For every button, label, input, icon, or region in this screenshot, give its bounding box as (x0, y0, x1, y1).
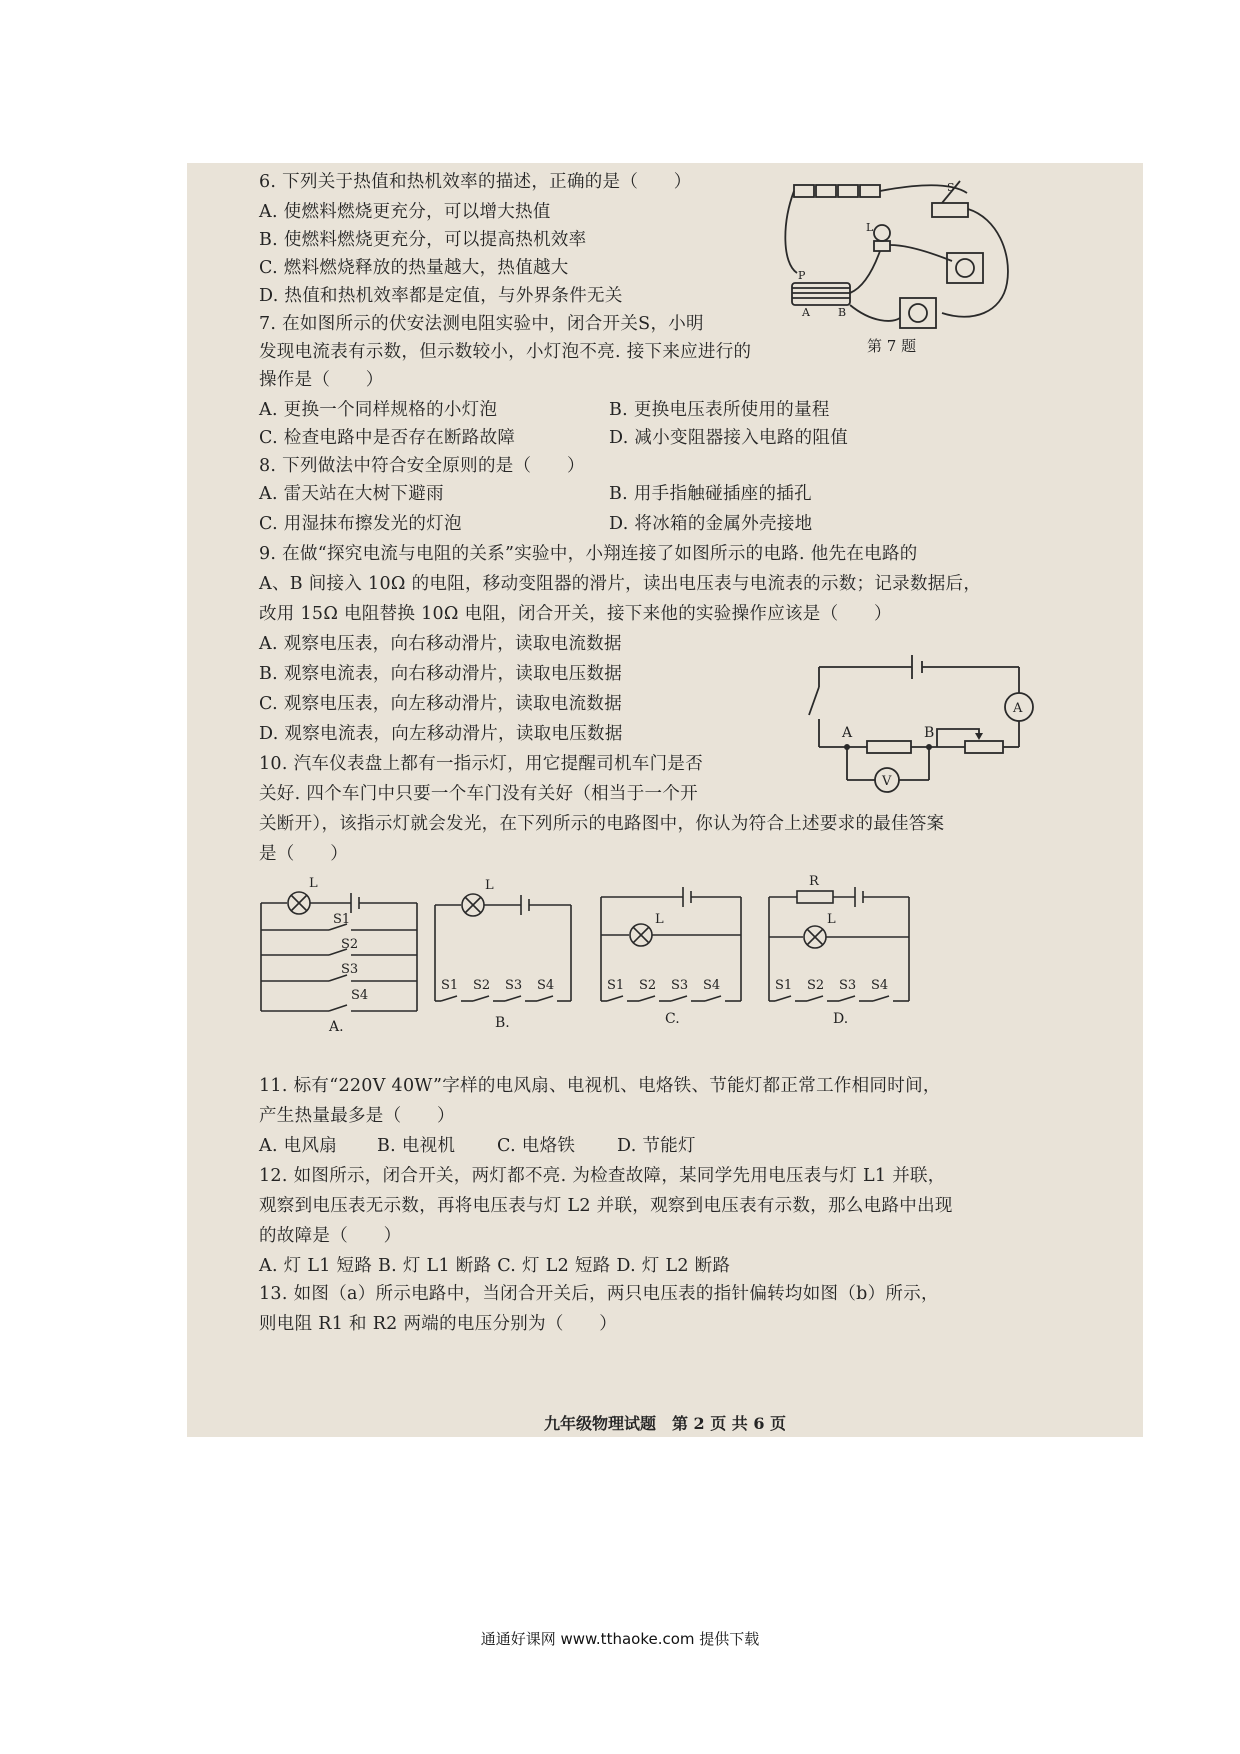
q9-point-a-label: A (842, 725, 853, 741)
q9-stem-2: A、B 间接入 10Ω 的电阻，移动变阻器的滑片，读出电压表与电流表的示数；记录数据后， (259, 574, 982, 594)
q9-option-c: C. 观察电压表，向左移动滑片，读取电流数据 (259, 694, 622, 714)
q10d-switch-4: S4 (871, 978, 889, 993)
q11-option-b: B. 电视机 (377, 1136, 456, 1156)
q10c-caption: C. (665, 1011, 680, 1027)
q10d-lamp-label: L (827, 912, 836, 927)
q10-circuit-d (767, 873, 912, 1033)
q12-options: A. 灯 L1 短路 B. 灯 L1 断路 C. 灯 L2 短路 D. 灯 L2 断路 (259, 1256, 731, 1276)
q10-stem-4: 是（ ） (259, 844, 348, 864)
download-note: 通通好课网 www.tthaoke.com 提供下载 (480, 1630, 760, 1648)
q9-stem-3: 改用 15Ω 电阻替换 10Ω 电阻，闭合开关，接下来他的实验操作应该是（ ） (259, 604, 892, 624)
q6-option-a: A. 使燃料燃烧更充分，可以增大热值 (259, 202, 551, 222)
q10b-switch-2: S2 (473, 978, 491, 993)
q10a-switch-4: S4 (351, 988, 369, 1003)
q7-figure-caption: 第 7 题 (867, 337, 917, 355)
q12-stem-1: 12. 如图所示，闭合开关，两灯都不亮. 为检查故障，某同学先用电压表与灯 L1 并联， (259, 1166, 946, 1186)
q8-stem: 8. 下列做法中符合安全原则的是（ ） (259, 456, 585, 476)
q9-option-d: D. 观察电流表，向左移动滑片，读取电压数据 (259, 724, 623, 744)
q10-stem-2: 关好. 四个车门中只要一个车门没有关好（相当于一个开 (259, 784, 698, 804)
q10c-switch-1: S1 (607, 978, 625, 993)
q7-slider-label: P (798, 269, 806, 282)
q10a-switch-3: S3 (341, 962, 359, 977)
q13-stem-1: 13. 如图（a）所示电路中，当闭合开关后，两只电压表的指针偏转均如图（b）所示， (259, 1284, 939, 1304)
q7-switch-label: S (947, 181, 955, 194)
q10b-caption: B. (495, 1015, 510, 1031)
q10-circuit-c (599, 873, 744, 1033)
q7-lamp-label: L (866, 221, 874, 234)
q8-option-c: C. 用湿抹布擦发光的灯泡 (259, 514, 462, 534)
q6-option-d: D. 热值和热机效率都是定值，与外界条件无关 (259, 286, 623, 306)
q9-stem-1: 9. 在做“探究电流与电阻的关系”实验中，小翔连接了如图所示的电路. 他先在电路的 (259, 544, 918, 564)
q6-option-c: C. 燃料燃烧释放的热量越大，热值越大 (259, 258, 569, 278)
q7-terminal-b-label: B (838, 306, 847, 319)
q9-ammeter-label: A (1013, 701, 1023, 716)
exam-page (187, 163, 1143, 1437)
q10-circuit-b (433, 873, 573, 1033)
page-footer: 九年级物理试题 第 2 页 共 6 页 (543, 1414, 787, 1433)
q10a-switch-1: S1 (333, 912, 351, 927)
q12-stem-3: 的故障是（ ） (259, 1226, 402, 1246)
q10-circuit-a (259, 873, 419, 1033)
q10b-switch-3: S3 (505, 978, 523, 993)
q9-option-b: B. 观察电流表，向右移动滑片，读取电压数据 (259, 664, 623, 684)
q11-stem-2: 产生热量最多是（ ） (259, 1106, 455, 1126)
q10a-caption: A. (329, 1019, 344, 1033)
q10b-lamp-label: L (485, 878, 494, 893)
q10b-switch-4: S4 (537, 978, 555, 993)
q13-stem-2: 则电阻 R1 和 R2 两端的电压分别为（ ） (259, 1314, 618, 1334)
q10d-switch-1: S1 (775, 978, 793, 993)
q10b-switch-1: S1 (441, 978, 459, 993)
q7-option-c: C. 检查电路中是否存在断路故障 (259, 428, 516, 448)
q9-point-b-label: B (924, 725, 935, 741)
q7-terminal-a-label: A (802, 306, 810, 319)
q10c-lamp-label: L (655, 912, 664, 927)
q12-stem-2: 观察到电压表无示数，再将电压表与灯 L2 并联，观察到电压表有示数，那么电路中出现 (259, 1196, 953, 1216)
q7-stem-3: 操作是（ ） (259, 370, 384, 390)
q10c-switch-4: S4 (703, 978, 721, 993)
q10a-switch-2: S2 (341, 937, 359, 952)
q10d-caption: D. (833, 1011, 849, 1027)
q7-option-b: B. 更换电压表所使用的量程 (609, 400, 830, 420)
q7-option-a: A. 更换一个同样规格的小灯泡 (259, 400, 498, 420)
q7-stem-2: 发现电流表有示数，但示数较小，小灯泡不亮. 接下来应进行的 (259, 342, 752, 362)
q8-option-b: B. 用手指触碰插座的插孔 (609, 484, 812, 504)
q10d-resistor-label: R (809, 874, 819, 889)
q11-stem-1: 11. 标有“220V 40W”字样的电风扇、电视机、电烙铁、节能灯都正常工作相同时间， (259, 1076, 941, 1096)
q9-circuit-figure (807, 645, 1047, 810)
q7-circuit-figure (782, 173, 1022, 358)
q10a-lamp-label: L (309, 876, 318, 891)
q10c-switch-2: S2 (639, 978, 657, 993)
q11-option-c: C. 电烙铁 (497, 1136, 576, 1156)
q10-stem-1: 10. 汽车仪表盘上都有一指示灯，用它提醒司机车门是否 (259, 754, 703, 774)
q10d-switch-2: S2 (807, 978, 825, 993)
q7-stem-1: 7. 在如图所示的伏安法测电阻实验中，闭合开关S，小明 (259, 314, 704, 334)
q7-option-d: D. 减小变阻器接入电路的阻值 (609, 428, 849, 448)
q9-option-a: A. 观察电压表，向右移动滑片，读取电流数据 (259, 634, 622, 654)
q8-option-a: A. 雷天站在大树下避雨 (259, 484, 444, 504)
q8-option-d: D. 将冰箱的金属外壳接地 (609, 514, 813, 534)
q9-voltmeter-label: V (882, 774, 892, 789)
q10d-switch-3: S3 (839, 978, 857, 993)
q6-stem: 6. 下列关于热值和热机效率的描述，正确的是（ ） (259, 172, 692, 192)
q10-stem-3: 关断开），该指示灯就会发光，在下列所示的电路图中，你认为符合上述要求的最佳答案 (259, 814, 945, 834)
q6-option-b: B. 使燃料燃烧更充分，可以提高热机效率 (259, 230, 587, 250)
q11-option-d: D. 节能灯 (617, 1136, 696, 1156)
q11-option-a: A. 电风扇 (259, 1136, 338, 1156)
q10c-switch-3: S3 (671, 978, 689, 993)
